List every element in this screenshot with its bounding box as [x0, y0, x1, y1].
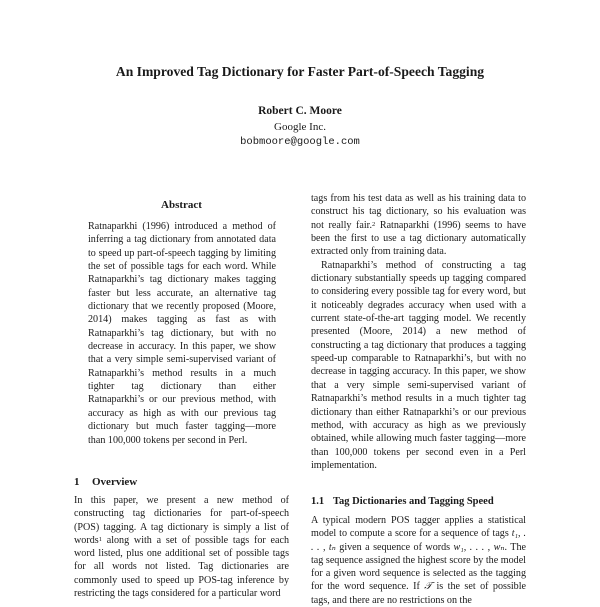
right-column-body — [311, 192, 526, 472]
subsection-title: Tag Dictionaries and Tagging Speed — [333, 496, 494, 507]
subsection-body — [311, 514, 526, 607]
math-tag-set: 𝒯 — [424, 581, 433, 593]
section-body — [74, 494, 289, 600]
math-word-sequence: w₁, . . . , wₙ — [453, 541, 505, 553]
author-affiliation: Google Inc. — [274, 121, 326, 133]
section-number: 1 — [74, 476, 80, 488]
author-name: Robert C. Moore — [258, 105, 342, 117]
subsection-text-part2: given a sequence of words — [335, 541, 454, 553]
section-paragraph — [74, 494, 289, 600]
subsection-text-part4: is the set of possible tags, and there are no restrictions on the — [311, 581, 527, 606]
subsection-number: 1.1 — [311, 496, 325, 507]
math-tag-sequence: t₁, . . . , tₙ — [311, 528, 526, 553]
subsection-paragraph — [311, 514, 526, 607]
abstract-text: Ratnaparkhi (1996) introduced a method of inferring a tag dictionary from annotated data to speed up part-of-speech tagging by limiting the set of possible tags for each word. While Ratnaparkhi’s tag dictionary makes tagging faster but less accurate, an alternative tag dictionary that we recently proposed (Moore, 2014) makes tagging as fast as with Ratnaparkhi’s tag dictionary, but with no decrease in accuracy. In this paper, we show that a very simple semi-supervised variant of Ratnaparkhi’s method results in a much tighter tag dictionary than either Ratnaparkhi’s or our previous method, with accuracy as high as with our previous tag dictionary but much faster tagging—more than 100,000 tokens per second in Perl. — [88, 221, 276, 446]
section-heading — [74, 476, 289, 488]
section-text-part1: In this paper, we present a new method of constructing tag dictionaries for part-of-speech (POS) tagging. A tag dictionary is simply a list of words — [74, 495, 289, 546]
subsection-heading — [311, 496, 526, 507]
abstract-heading: Abstract — [161, 199, 202, 211]
footnote-mark-1[interactable]: 1 — [98, 535, 102, 543]
subsection-text-part3: . The tag sequence assigned the highest score by the model for a given word sequence is selected as the tagging for the word sequence. If — [311, 541, 526, 593]
right-para1-part2: Ratnaparkhi (1996) seems to have been the first to use a tag dictionary automatically extracted only from training data. — [311, 219, 526, 258]
right-paragraph-1 — [311, 192, 526, 259]
subsection-text-part1: A typical modern POS tagger applies a statistical model to compute a score for a sequence of tags — [311, 515, 526, 540]
section-text-part2: along with a set of possible tags for each word listed, plus one additional set of possible tags for all words not listed. Tag dictionaries are commonly used to speed up POS-tag inference by restricting the tags considered for a particular word — [74, 534, 289, 600]
author-email[interactable]: bobmoore@google.com — [240, 136, 360, 148]
section-title: Overview — [92, 476, 138, 488]
abstract-body — [88, 220, 276, 447]
right-para1-part1: tags from his test data as well as his training data to construct his tag dictionary, so his evaluation was not really fair. — [311, 193, 526, 231]
right-paragraph-2: Ratnaparkhi’s method of constructing a tag dictionary substantially speeds up tagging compared to considering every possible tag for every word, but it noticeably degrades accuracy when used with a current state-of-the-art tagging model. We recently presented (Moore, 2014) a new method of constructing a tag dictionary that produces a tagging speed-up comparable to Ratnaparkhi’s, but with no decrease in tagging accuracy. In this paper, we show that a very simple semi-supervised variant of Ratnaparkhi’s method results in a much tighter tag dictionary than either Ratnaparkhi’s or our previous method, with accuracy as high as we previously obtained, while allowing much faster tagging—more than 100,000 tokens per second even in a Perl implementation. — [311, 259, 526, 471]
footnote-mark-2[interactable]: 2 — [372, 220, 376, 228]
paper-title: An Improved Tag Dictionary for Faster Part-of-Speech Tagging — [115, 64, 485, 79]
